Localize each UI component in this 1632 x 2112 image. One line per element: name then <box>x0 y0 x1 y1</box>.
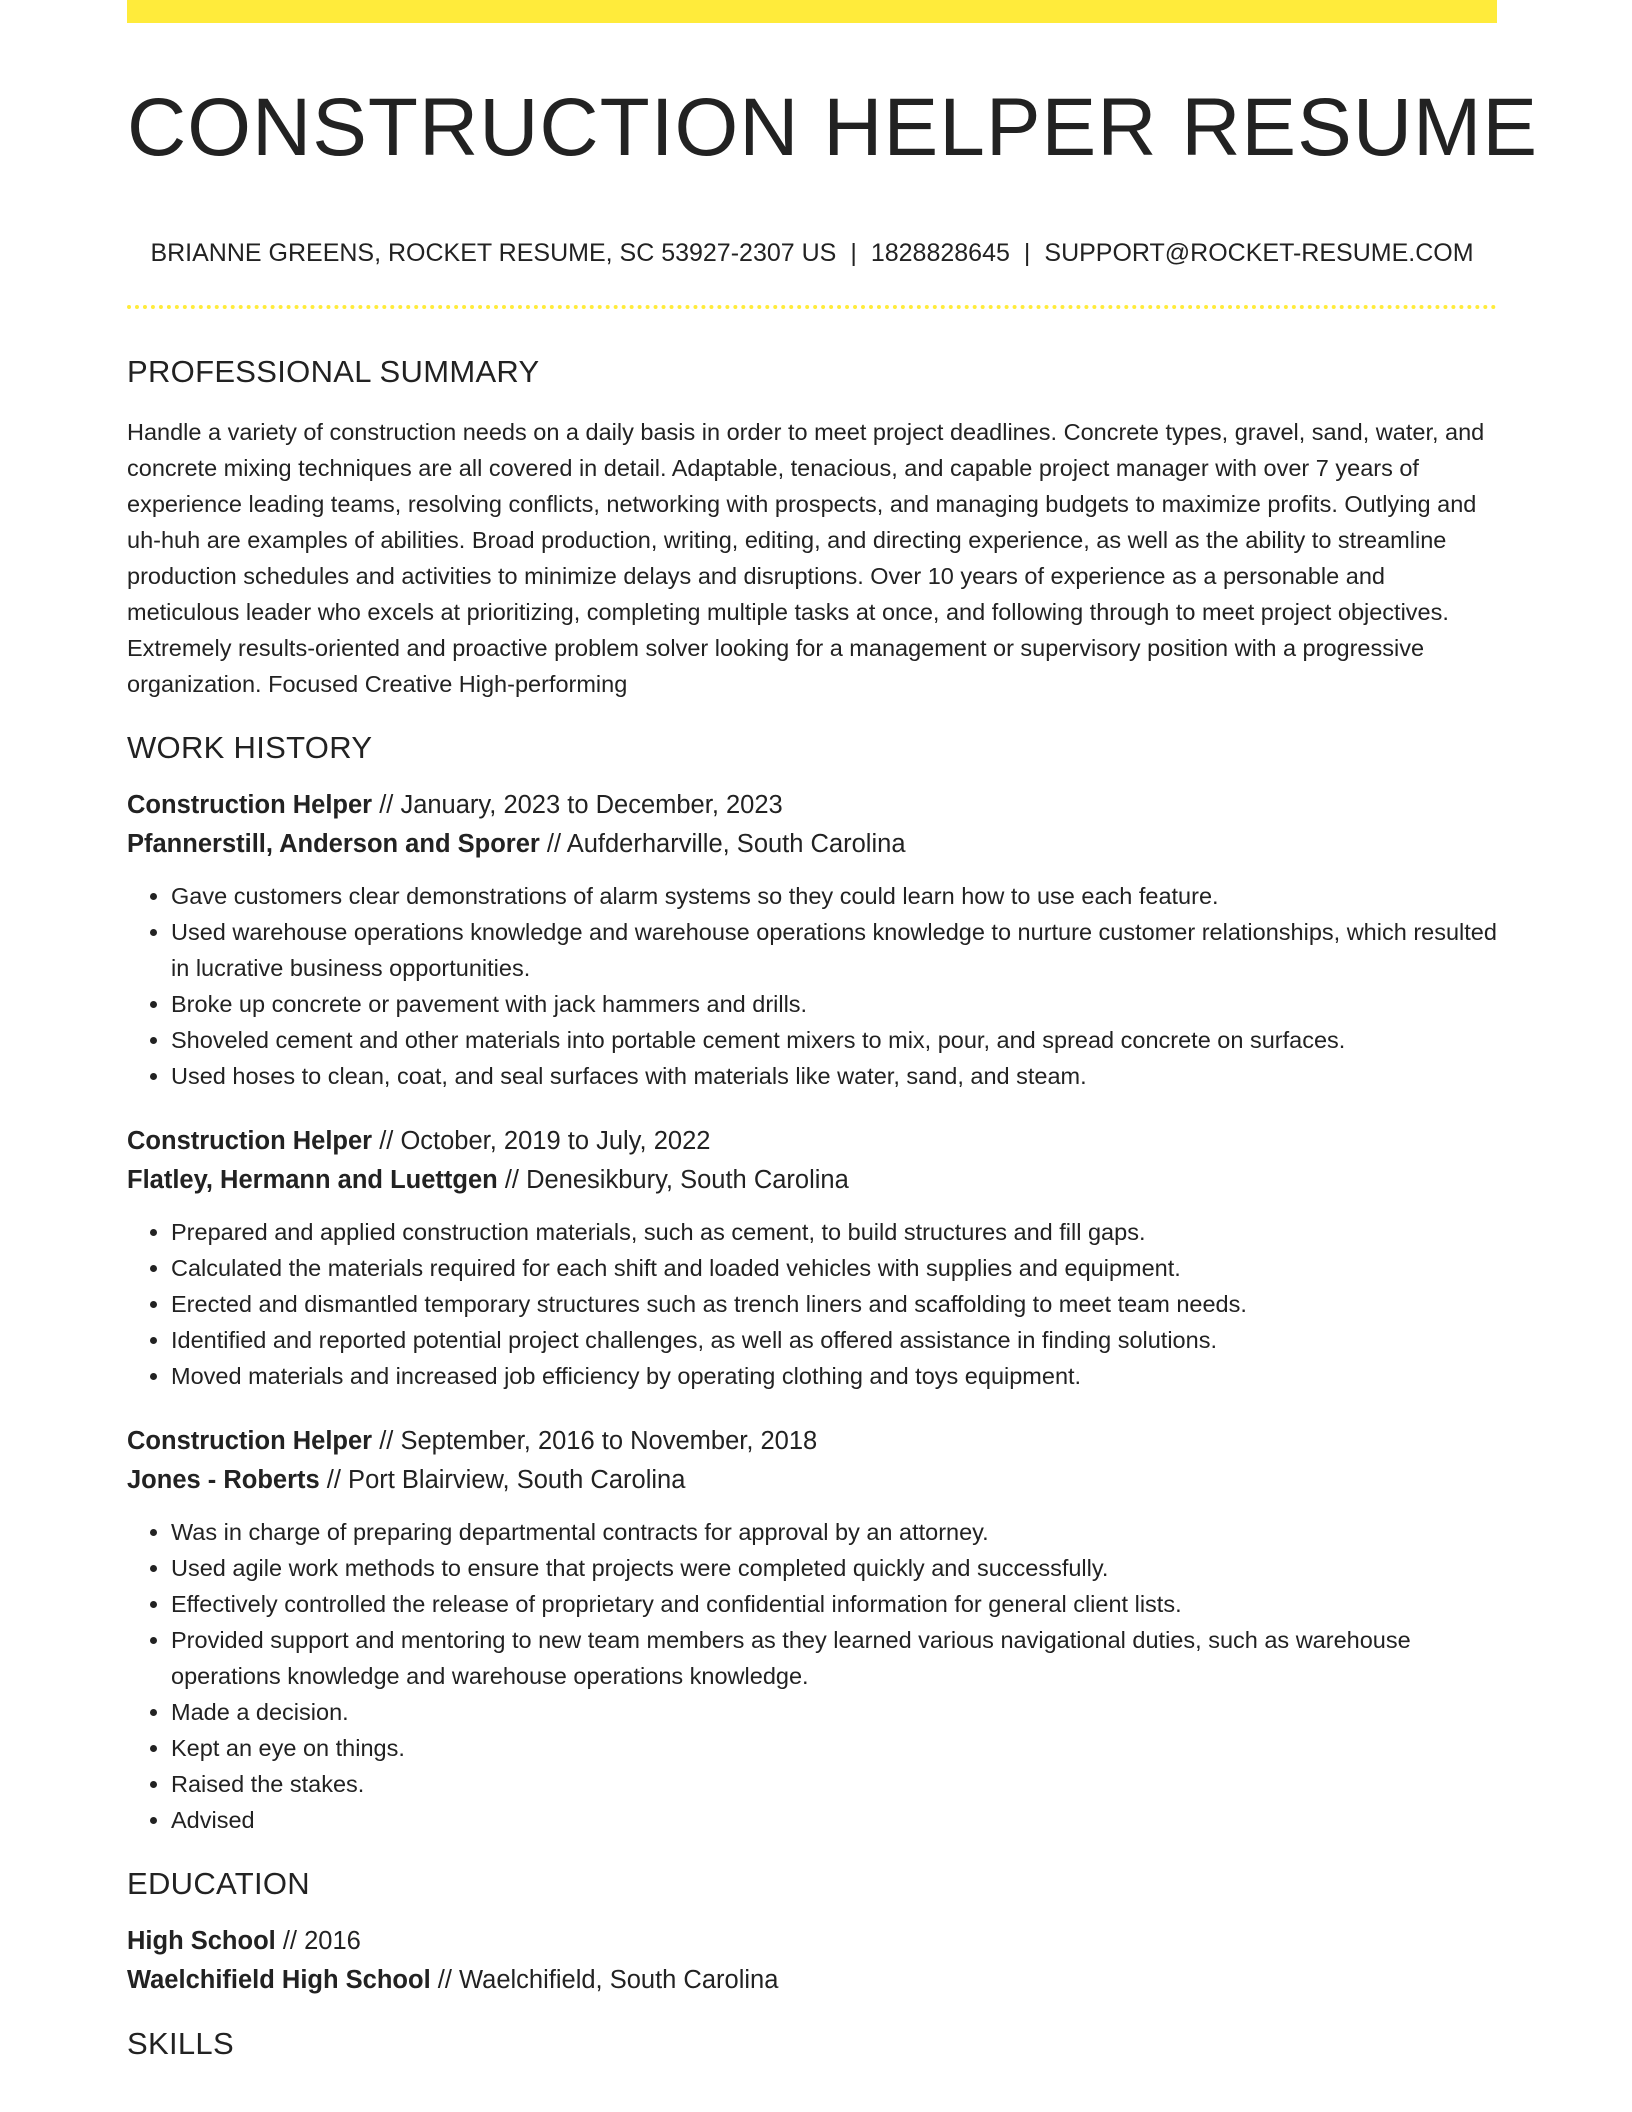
education-school: Waelchifield High School <box>127 1966 431 1994</box>
job-company: Pfannerstill, Anderson and Sporer <box>127 830 540 858</box>
job-title-line <box>127 1122 1497 1161</box>
education-degree: High School <box>127 1927 276 1955</box>
duty-item: • Kept an eye on things. <box>171 1730 1497 1766</box>
skills-heading: SKILLS <box>127 2026 234 2061</box>
work-history-heading: WORK HISTORY <box>127 730 373 765</box>
job-company-line <box>127 825 1497 864</box>
job-dates: // January, 2023 to December, 2023 <box>372 791 783 819</box>
job-title-line <box>127 1422 1497 1461</box>
duty-item: • Gave customers clear demonstrations of alarm systems so they could learn how to use each feature. <box>171 878 1497 914</box>
job-title: Construction Helper <box>127 791 373 819</box>
resume-title: CONSTRUCTION HELPER RESUME <box>127 82 1539 173</box>
duty-item: • Erected and dismantled temporary structures such as trench liners and scaffolding to meet team needs. <box>171 1286 1497 1322</box>
job-entry <box>127 1122 1497 1394</box>
duty-item: • Broke up concrete or pavement with jack hammers and drills. <box>171 986 1497 1022</box>
job-company: Flatley, Hermann and Luettgen <box>127 1166 498 1194</box>
summary-text: Handle a variety of construction needs on a daily basis in order to meet project deadlines. Concrete types, gravel, sand, water, and concrete mixing techniques are all covered in detail. Adaptable, tenacious, and capable project manager with over 7 years of experience leading teams, resolving conflicts, networking with prospects, and managing budgets to maximize profits. Outlying and uh-huh are examples of abilities. Broad production, writing, editing, and directing experience, as well as the ability to streamline production schedules and activities to minimize delays and disruptions. Over 10 years of experience as a personable and meticulous leader who excels at prioritizing, completing multiple tasks at once, and following through to meet project objectives. Extremely results-oriented and proactive problem solver looking for a management or supervisory position with a progressive organization. Focused Creative High-performing <box>127 419 1485 697</box>
top-accent-bar <box>127 0 1497 23</box>
duty-item: • Calculated the materials required for each shift and loaded vehicles with supplies and equipment. <box>171 1250 1497 1286</box>
contact-email: SUPPORT@ROCKET-RESUME.COM <box>1044 239 1474 267</box>
duty-item: • Used warehouse operations knowledge and warehouse operations knowledge to nurture customer relationships, which resulted in lucrative business opportunities. <box>171 914 1497 986</box>
education-year: // 2016 <box>275 1927 361 1955</box>
education-heading: EDUCATION <box>127 1866 310 1901</box>
job-location: // Port Blairview, South Carolina <box>319 1466 686 1494</box>
education-school-line <box>127 1961 1497 2000</box>
job-title: Construction Helper <box>127 1427 373 1455</box>
header-divider <box>127 305 1497 309</box>
job-entry <box>127 786 1497 1094</box>
duty-item: • Provided support and mentoring to new team members as they learned various navigational duties, such as warehouse operations knowledge and warehouse operations knowledge. <box>171 1622 1497 1694</box>
summary-heading: PROFESSIONAL SUMMARY <box>127 354 540 389</box>
job-title-line <box>127 786 1497 825</box>
job-duties <box>127 878 1497 1094</box>
job-company-line <box>127 1161 1497 1200</box>
resume-body <box>127 350 1497 2066</box>
job-title: Construction Helper <box>127 1127 373 1155</box>
job-duties <box>127 1214 1497 1394</box>
education-location: // Waelchifield, South Carolina <box>430 1966 779 1994</box>
job-company: Jones - Roberts <box>127 1466 320 1494</box>
duty-item: • Used hoses to clean, coat, and seal surfaces with materials like water, sand, and steam. <box>171 1058 1497 1094</box>
duty-item: • Raised the stakes. <box>171 1766 1497 1802</box>
duty-item: • Made a decision. <box>171 1694 1497 1730</box>
duty-item: • Moved materials and increased job efficiency by operating clothing and toys equipment. <box>171 1358 1497 1394</box>
duty-item: • Prepared and applied construction materials, such as cement, to build structures and fill gaps. <box>171 1214 1497 1250</box>
duty-item: • Was in charge of preparing departmental contracts for approval by an attorney. <box>171 1514 1497 1550</box>
job-entry <box>127 1422 1497 1838</box>
duty-item: • Advised <box>171 1802 1497 1838</box>
education-entry <box>127 1922 1497 2000</box>
summary-section <box>127 350 1497 702</box>
contact-separator: | <box>1023 239 1031 267</box>
education-section <box>127 1862 1497 2000</box>
duty-item: • Shoveled cement and other materials into portable cement mixers to mix, pour, and spread concrete on surfaces. <box>171 1022 1497 1058</box>
skills-section <box>127 2022 1497 2066</box>
job-location: // Aufderharville, South Carolina <box>539 830 906 858</box>
education-degree-line <box>127 1922 1497 1961</box>
work-history-section <box>127 726 1497 1838</box>
contact-address: BRIANNE GREENS, ROCKET RESUME, SC 53927-2307 US <box>150 239 837 267</box>
job-company-line <box>127 1461 1497 1500</box>
contact-line <box>127 236 1497 270</box>
duty-item: • Identified and reported potential project challenges, as well as offered assistance in finding solutions. <box>171 1322 1497 1358</box>
job-dates: // October, 2019 to July, 2022 <box>372 1127 711 1155</box>
duty-item: • Used agile work methods to ensure that projects were completed quickly and successfully. <box>171 1550 1497 1586</box>
job-dates: // September, 2016 to November, 2018 <box>372 1427 818 1455</box>
contact-separator: | <box>850 239 857 267</box>
job-location: // Denesikbury, South Carolina <box>497 1166 849 1194</box>
job-duties <box>127 1514 1497 1838</box>
duty-item: • Effectively controlled the release of proprietary and confidential information for general client lists. <box>171 1586 1497 1622</box>
contact-phone: 1828828645 <box>870 239 1010 267</box>
